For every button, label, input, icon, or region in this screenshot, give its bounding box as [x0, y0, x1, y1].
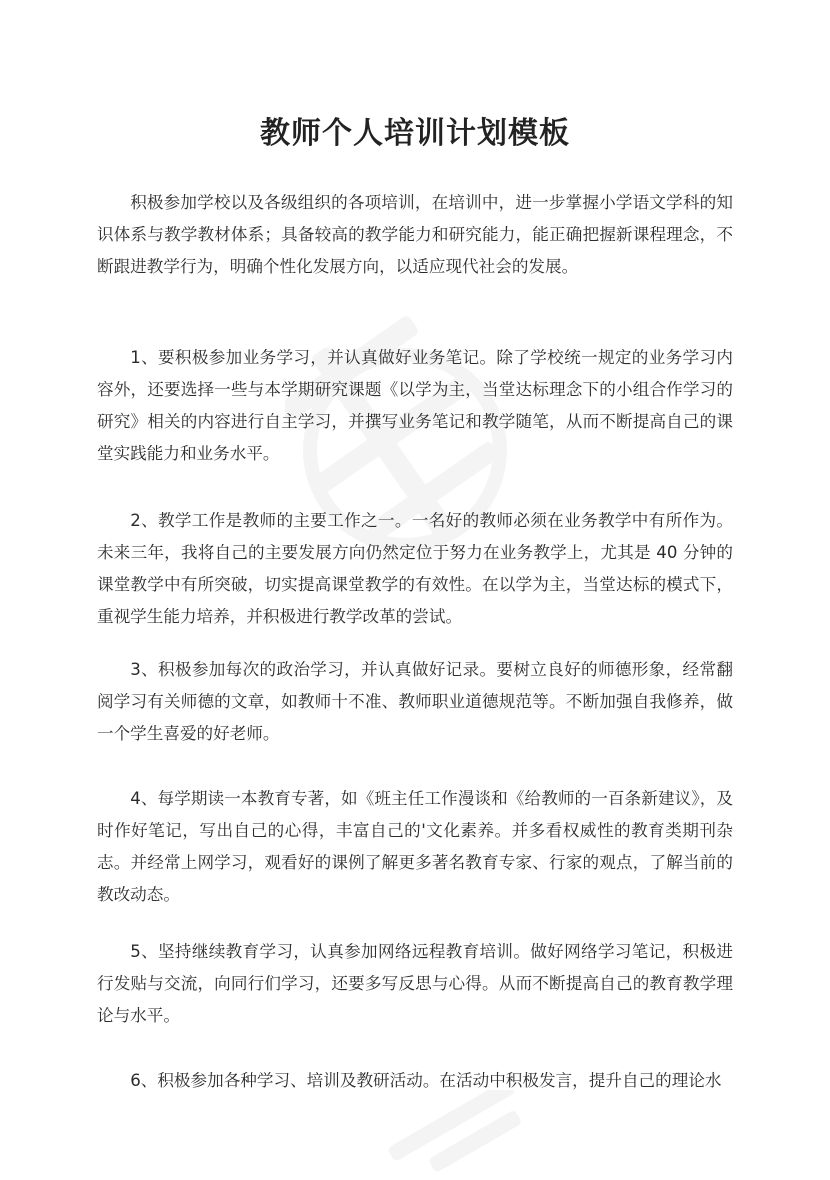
- paragraph-item-4: 4、每学期读一本教育专著，如《班主任工作漫谈和《给教师的一百条新建议》，及时作好笔记，写出自己的心得，丰富自己的'文化素养。并多看权威性的教育类期刊杂志。并经常上网学习，观看好的课例了解更多著名教育专家、行家的观点，了解当前的教改动态。: [97, 789, 733, 904]
- page-title: 教师个人培训计划模板: [260, 116, 570, 151]
- paragraph-item-3: 3、积极参加每次的政治学习，并认真做好记录。要树立良好的师德形象，经常翻阅学习有关师德的文章，如教师十不准、教师职业道德规范等。不断加强自我修养，做一个学生喜爱的好老师。: [97, 660, 733, 743]
- paragraph-item-6: 6、积极参加各种学习、培训及教研活动。在活动中积极发言，提升自己的理论水: [130, 1071, 722, 1090]
- paragraph-item-2: 2、教学工作是教师的主要工作之一。一名好的教师必须在业务教学中有所作为。未来三年，我将自己的主要发展方向仍然定位于努力在业务教学上，尤其是 40 分钟的课堂教学中有所突破，切实提高课堂教学的有效性。在以学为主，当堂达标的模式下，重视学生能力培养，并积极进行教学改革的尝试。: [97, 511, 733, 626]
- intro-paragraph: 积极参加学校以及各级组织的各项培训，在培训中，进一步掌握小学语文学科的知识体系与教学教材体系；具备较高的教学能力和研究能力，能正确把握新课程理念，不断跟进教学行为，明确个性化发展方向，以适应现代社会的发展。: [97, 193, 733, 276]
- paragraph-item-1: 1、要积极参加业务学习，并认真做好业务笔记。除了学校统一规定的业务学习内容外，还要选择一些与本学期研究课题《以学为主，当堂达标理念下的小组合作学习的研究》相关的内容进行自主学习，并撰写业务笔记和教学随笔，从而不断提高自己的课堂实践能力和业务水平。: [97, 348, 733, 463]
- paragraph-item-5: 5、坚持继续教育学习，认真参加网络远程教育培训。做好网络学习笔记，积极进行发贴与交流，向同行们学习，还要多写反思与心得。从而不断提高自己的教育教学理论与水平。: [97, 942, 733, 1025]
- watermark-bottom-icon: [360, 1090, 560, 1180]
